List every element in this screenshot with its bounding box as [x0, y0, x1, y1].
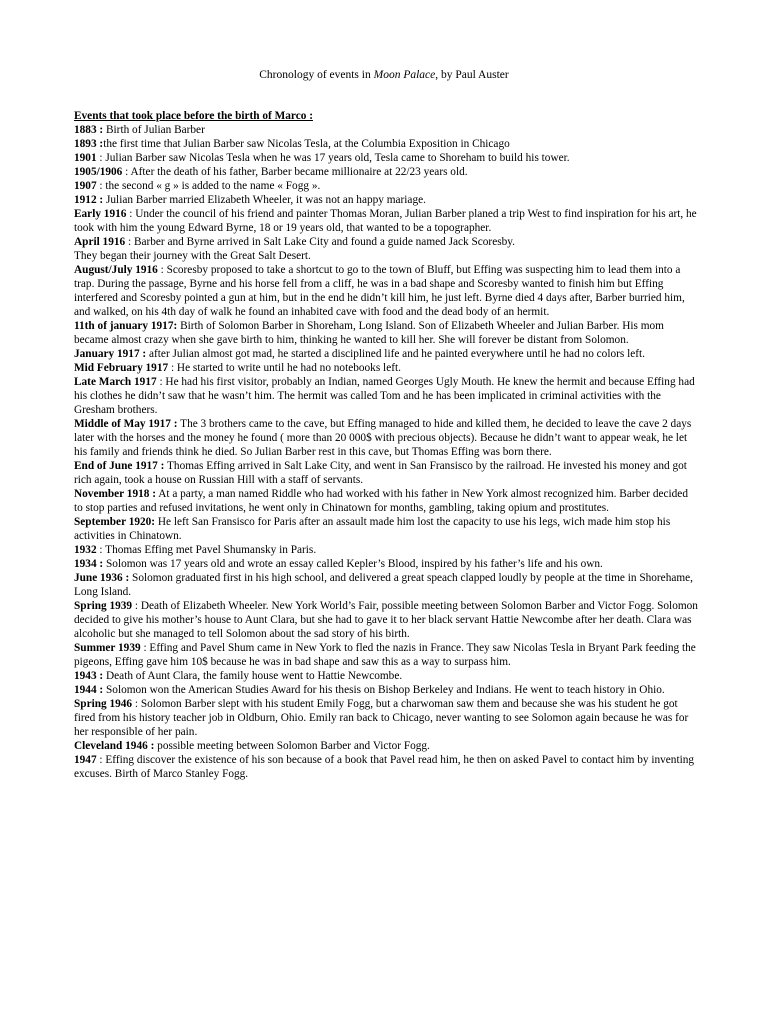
chronology-entry — [74, 669, 698, 683]
entry-text: : Under the council of his friend and painter Thomas Moran, Julian Barber planed a trip West to find inspiration for his art, he took with him the young Edward Byrne, 18 or 19 years old, that wanted to be a topographer. — [74, 208, 697, 234]
entry-date: 1932 — [74, 544, 97, 556]
entry-text: : After the death of his father, Barber became millionaire at 22/23 years old. — [122, 166, 468, 178]
chronology-entry — [74, 487, 698, 515]
chronology-entry — [74, 151, 698, 165]
chronology-entry — [74, 207, 698, 235]
entry-text: : Barber and Byrne arrived in Salt Lake City and found a guide named Jack Scoresby. — [125, 236, 515, 248]
title-prefix: Chronology of events in — [259, 69, 374, 81]
entry-date: 1901 — [74, 152, 97, 164]
chronology-entry — [74, 697, 698, 739]
entry-text: Birth of Solomon Barber in Shoreham, Long Island. Son of Elizabeth Wheeler and Julian Barber. His mom became almost crazy when she gave birth to him, thinking he wanted to kill her. She will forever be distant from Solomon. — [74, 320, 664, 346]
chronology-entry — [74, 557, 698, 571]
entry-text: They began their journey with the Great Salt Desert. — [74, 250, 311, 262]
entry-date: End of June 1917 : — [74, 460, 165, 472]
chronology-entry — [74, 459, 698, 487]
section-heading: Events that took place before the birth of Marco : — [74, 110, 313, 122]
entry-date: 1905/1906 — [74, 166, 123, 178]
chronology-entry — [74, 263, 698, 319]
chronology-entry — [74, 347, 698, 361]
chronology-entry — [74, 417, 698, 459]
entry-text: Death of Aunt Clara, the family house went to Hattie Newcombe. — [103, 670, 403, 682]
chronology-entry — [74, 739, 698, 753]
entry-text: Birth of Julian Barber — [103, 124, 205, 136]
entry-date: Late March 1917 — [74, 376, 157, 388]
chronology-body — [74, 109, 698, 781]
entry-text: the first time that Julian Barber saw Nicolas Tesla, at the Columbia Exposition in Chicago — [103, 138, 510, 150]
entry-text: : Effing discover the existence of his son because of a book that Pavel read him, he then on asked Pavel to contact him by inventing excuses. Birth of Marco Stanley Fogg. — [74, 754, 695, 780]
chronology-entry — [74, 641, 698, 669]
entry-date: Middle of May 1917 : — [74, 418, 178, 430]
entry-date: Cleveland 1946 : — [74, 740, 155, 752]
entry-date: Early 1916 — [74, 208, 127, 220]
chronology-entry — [74, 543, 698, 557]
entry-text: possible meeting between Solomon Barber and Victor Fogg. — [154, 740, 430, 752]
entry-text: : Scoresby proposed to take a shortcut to go to the town of Bluff, but Effing was suspecting him to lead them into a trap. During the passage, Byrne and his horse fell from a cliff, he was in a bad shape and Scoresby wanted to finish him but Effing interfered and Scoresby pointed a gun at him, but in the end he didn’t kill him, he just left. Byrne died 4 days after, Barber burried him, and walked, on his 4th day of walk he found an inhabited cave with food and the dead body of an hermit. — [74, 264, 685, 318]
chronology-entry — [74, 193, 698, 207]
entry-date: 1944 : — [74, 684, 104, 696]
entry-date: 1912 : — [74, 194, 104, 206]
entry-date: 1893 : — [74, 138, 104, 150]
entry-text: He left San Fransisco for Paris after an assault made him lost the capacity to use his legs, wich made him stop his activities in Chinatown. — [74, 516, 671, 542]
entry-date: August/July 1916 — [74, 264, 158, 276]
entry-date: November 1918 : — [74, 488, 156, 500]
entry-text: : He had his first visitor, probably an Indian, named Georges Ugly Mouth. He knew the hermit and because Effing had his clothes he didn’t saw that he wasn’t him. The hermit was called Tom and he has been implicated in criminal activities with the Gresham brothers. — [74, 376, 695, 416]
document-title — [0, 68, 768, 82]
entry-date: 1883 : — [74, 124, 104, 136]
chronology-entry — [74, 179, 698, 193]
entry-text: Thomas Effing arrived in Salt Lake City, and went in San Fransisco by the railroad. He invested his money and got rich again, took a house on Russian Hill with a staff of servants. — [74, 460, 687, 486]
entry-date: 1907 — [74, 180, 97, 192]
chronology-entry — [74, 249, 698, 263]
entry-date: Mid February 1917 — [74, 362, 169, 374]
chronology-entry — [74, 165, 698, 179]
title-suffix: , by Paul Auster — [435, 69, 509, 81]
chronology-entry — [74, 683, 698, 697]
chronology-entry — [74, 137, 698, 151]
entry-text: : Effing and Pavel Shum came in New York to fled the nazis in France. They saw Nicolas Tesla in Bryant Park feeding the pigeons, Effing gave him 10$ because he was in bad shape and saw this as a way to surpass him. — [74, 642, 696, 668]
chronology-entry — [74, 753, 698, 781]
entry-date: 1934 : — [74, 558, 104, 570]
entry-date: 1947 — [74, 754, 97, 766]
book-title: Moon Palace — [373, 69, 436, 81]
chronology-entry — [74, 361, 698, 375]
entry-date: 11th of january 1917: — [74, 320, 178, 332]
entry-text: Julian Barber married Elizabeth Wheeler, it was not an happy mariage. — [103, 194, 426, 206]
chronology-entry — [74, 123, 698, 137]
entry-date: 1943 : — [74, 670, 104, 682]
entry-date: September 1920: — [74, 516, 156, 528]
entry-date: April 1916 — [74, 236, 126, 248]
entry-text: : He started to write until he had no notebooks left. — [168, 362, 401, 374]
entry-text: Solomon won the American Studies Award for his thesis on Bishop Berkeley and Indians. He went to teach history in Ohio. — [103, 684, 665, 696]
entry-text: At a party, a man named Riddle who had worked with his father in New York almost recognized him. Barber decided to stop parties and refused invitations, he went only in Chinatown for months, gambling, taking opium and prostitutes. — [74, 488, 688, 514]
entry-text: : the second « g » is added to the name « Fogg ». — [96, 180, 321, 192]
entry-text: : Death of Elizabeth Wheeler. New York World’s Fair, possible meeting between Solomon Barber and Victor Fogg. Solomon decided to give his mother’s house to Aunt Clara, but she had to gave it to her black servant Hattie Newcombe after her death. Clara was alcoholic but she managed to tell Solomon about the sad story of his birth. — [74, 600, 698, 640]
entry-date: June 1936 : — [74, 572, 130, 584]
entry-text: : Julian Barber saw Nicolas Tesla when he was 17 years old, Tesla came to Shoreham to build his tower. — [96, 152, 570, 164]
entry-text: Solomon graduated first in his high school, and delivered a great speach clapped loudly by people at the time in Shorehame, Long Island. — [74, 572, 693, 598]
chronology-entry — [74, 599, 698, 641]
entry-text: after Julian almost got mad, he started a disciplined life and he painted everywhere until he had no colors left. — [146, 348, 645, 360]
chronology-entry — [74, 515, 698, 543]
entry-date: Summer 1939 — [74, 642, 141, 654]
entry-text: Solomon was 17 years old and wrote an essay called Kepler’s Blood, inspired by his father’s life and his own. — [103, 558, 603, 570]
chronology-entry — [74, 319, 698, 347]
chronology-entry — [74, 235, 698, 249]
entry-text: : Solomon Barber slept with his student Emily Fogg, but a charwoman saw them and because she was his student he got fired from his history teacher job in Oldburn, Ohio. Emily ran back to Chicago, never wanting to see Solomon again because he was for her responsible of her pain. — [74, 698, 689, 738]
entry-date: Spring 1939 — [74, 600, 133, 612]
entry-text: The 3 brothers came to the cave, but Effing managed to hide and killed them, he decided to leave the cave 2 days later with the horses and the money he found ( more than 20 000$ with precious objects). Because he didn’t want to appear weak, he let his family and friends think he died. So Julian Barber rest in this cave, but Thomas Effing was born there. — [74, 418, 692, 458]
entry-text: : Thomas Effing met Pavel Shumansky in Paris. — [96, 544, 317, 556]
chronology-entry — [74, 571, 698, 599]
entry-date: Spring 1946 — [74, 698, 133, 710]
entry-date: January 1917 : — [74, 348, 147, 360]
chronology-entry — [74, 375, 698, 417]
